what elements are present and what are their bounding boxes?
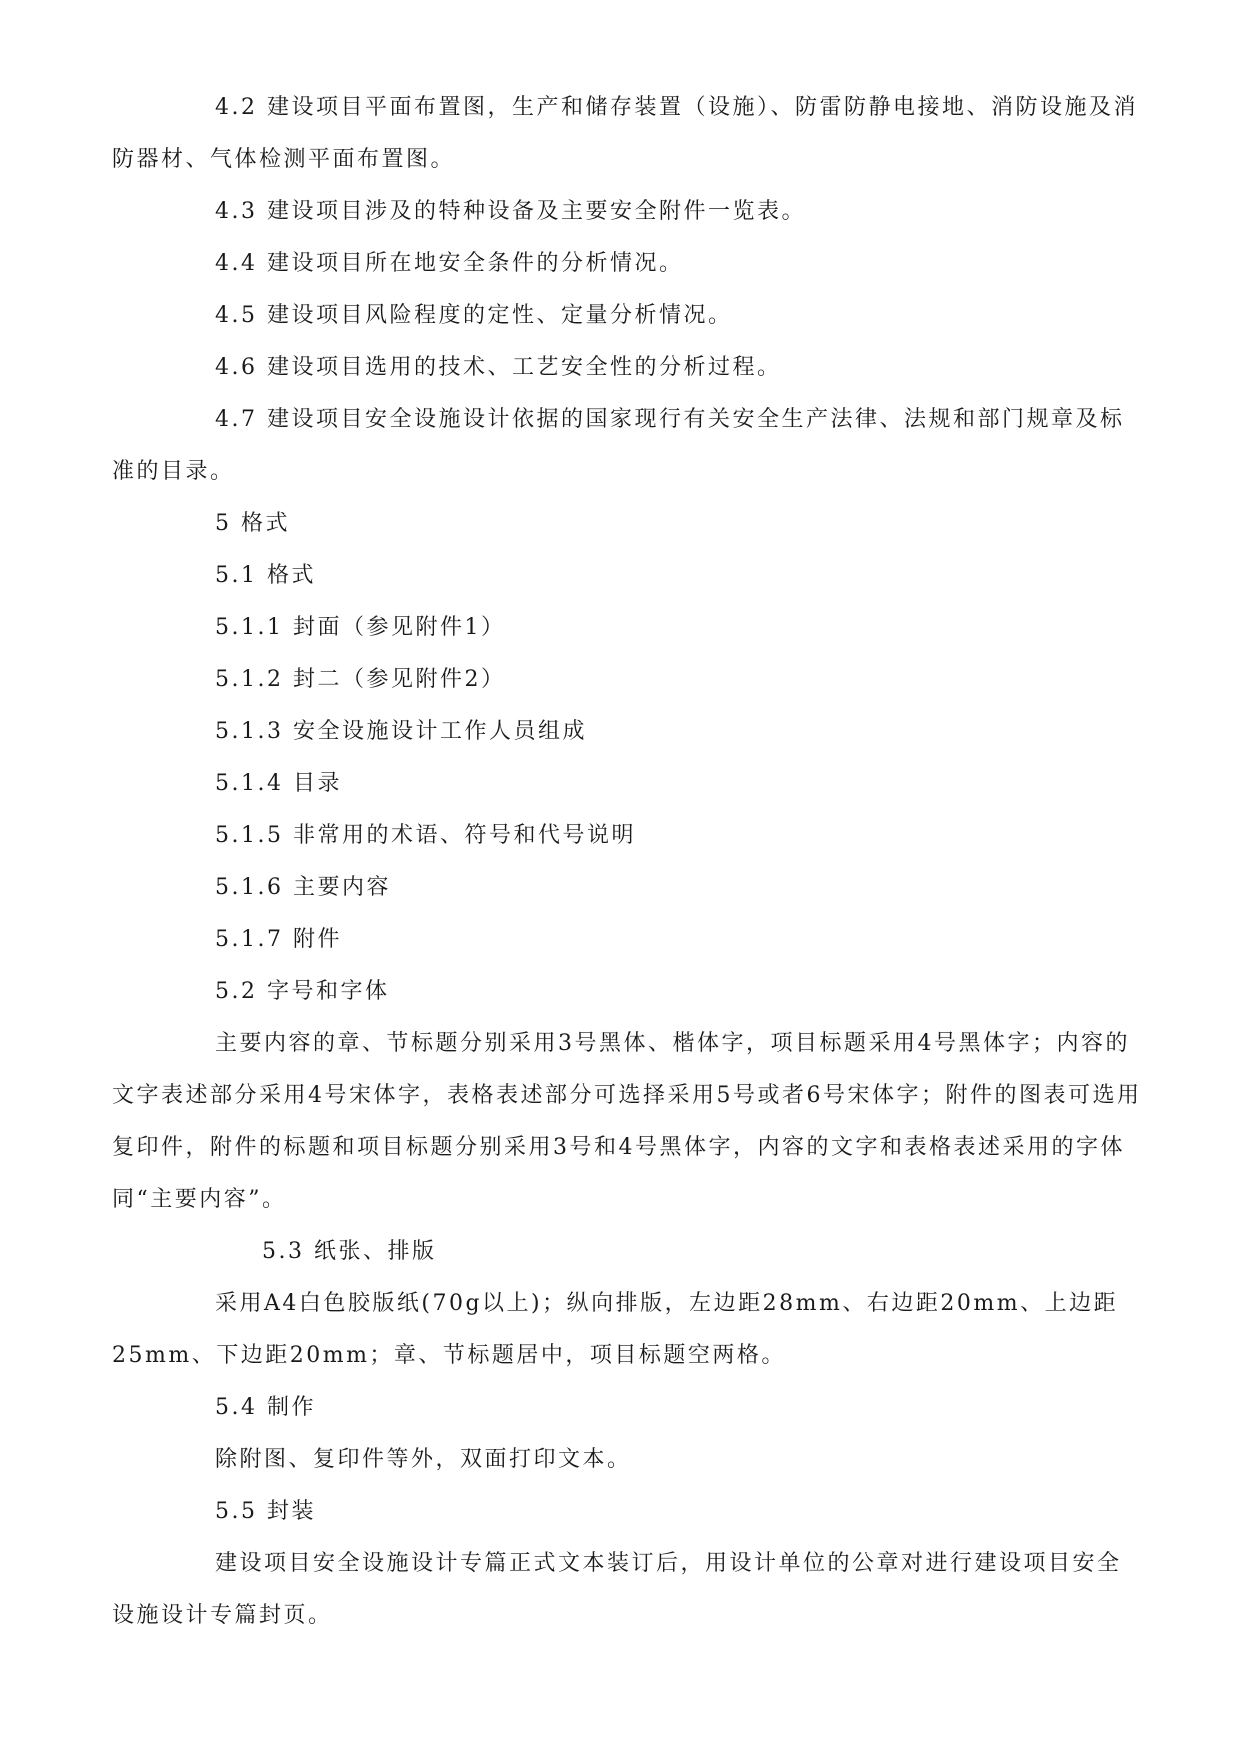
section-5-4-heading: 5.4 制作 [215,1395,316,1420]
paragraph-5-3-body: 采用A4白色胶版纸(70g以上)；纵向排版，左边距28mm、右边距20mm、上边距25mm、下边距20mm；章、节标题居中，项目标题空两格。 [112,1291,1119,1368]
section-5-2-heading: 5.2 字号和字体 [215,979,390,1004]
paragraph-4-7: 4.7 建设项目安全设施设计依据的国家现行有关安全生产法律、法规和部门规章及标准的目录。 [112,407,1125,484]
section-5-5-heading: 5.5 封装 [215,1499,316,1524]
item-5-1-3: 5.1.3 安全设施设计工作人员组成 [215,719,587,744]
paragraph-4-2: 4.2 建设项目平面布置图，生产和储存装置（设施）、防雷防静电接地、消防设施及消防器材、气体检测平面布置图。 [112,95,1138,172]
paragraph-4-4: 4.4 建设项目所在地安全条件的分析情况。 [215,251,684,276]
paragraph-5-5-body: 建设项目安全设施设计专篇正式文本装订后，用设计单位的公章对进行建设项目安全设施设计专篇封页。 [112,1551,1122,1628]
item-5-1-6: 5.1.6 主要内容 [215,875,391,900]
item-5-1-7: 5.1.7 附件 [215,927,342,952]
section-5-3-heading: 5.3 纸张、排版 [262,1239,437,1264]
item-5-1-4: 5.1.4 目录 [215,771,342,796]
section-5-1-heading: 5.1 格式 [215,563,316,588]
paragraph-4-6: 4.6 建设项目选用的技术、工艺安全性的分析过程。 [215,355,782,380]
paragraph-4-3: 4.3 建设项目涉及的特种设备及主要安全附件一览表。 [215,199,806,224]
item-5-1-1: 5.1.1 封面（参见附件1） [215,615,506,640]
section-5-heading: 5 格式 [215,511,290,536]
item-5-1-2: 5.1.2 封二（参见附件2） [215,667,506,692]
paragraph-5-2-body: 主要内容的章、节标题分别采用3号黑体、楷体字，项目标题采用4号黑体字；内容的文字表述部分采用4号宋体字，表格表述部分可选择采用5号或者6号宋体字；附件的图表可选用复印件，附件的标题和项目标题分别采用3号和4号黑体字，内容的文字和表格表述采用的字体同“主要内容”。 [112,1031,1142,1212]
paragraph-5-4-body: 除附图、复印件等外，双面打印文本。 [215,1447,632,1472]
item-5-1-5: 5.1.5 非常用的术语、符号和代号说明 [215,823,636,848]
paragraph-4-5: 4.5 建设项目风险程度的定性、定量分析情况。 [215,303,733,328]
